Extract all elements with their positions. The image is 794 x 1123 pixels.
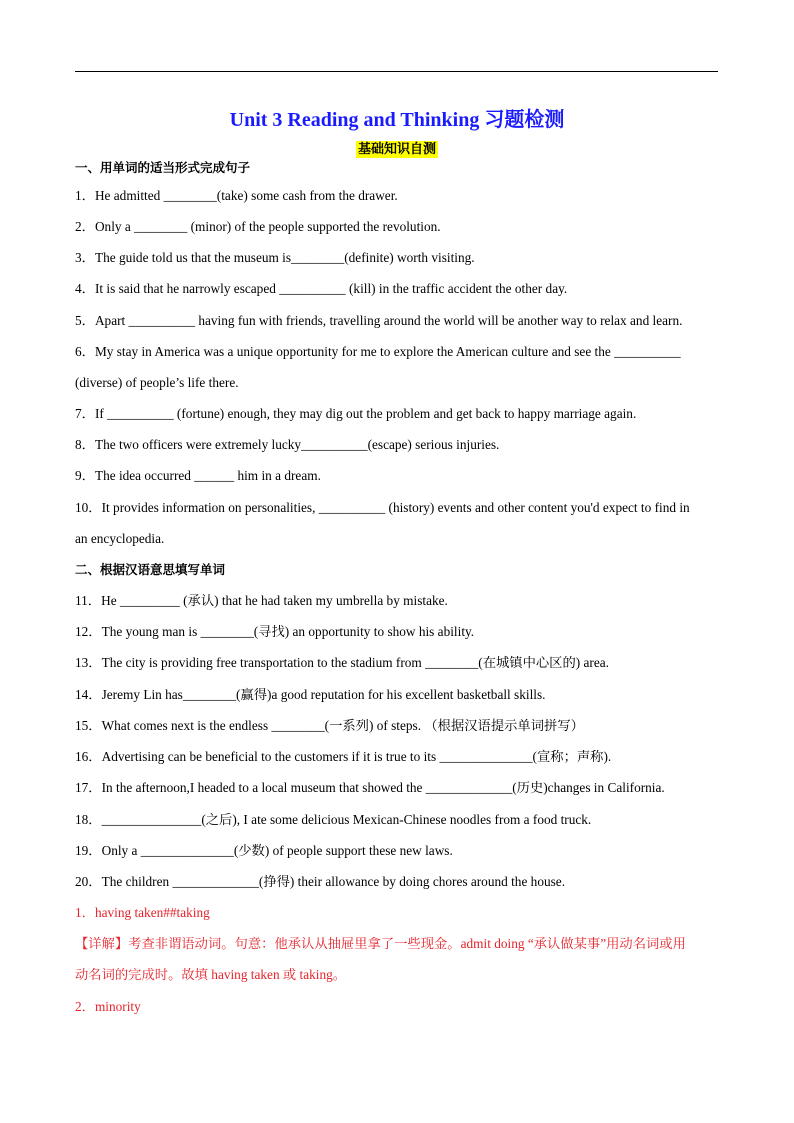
question-8: 8．The two officers were extremely lucky__________(escape) serious injuries. <box>75 437 500 452</box>
question-3: 3．The guide told us that the museum is________(definite) worth visiting. <box>75 250 475 265</box>
header-rule <box>75 71 718 72</box>
question-14: 14．Jeremy Lin has________(赢得)a good reputation for his excellent basketball skills. <box>75 687 546 702</box>
question-15: 15．What comes next is the endless ________(一系列) of steps. （根据汉语提示单词拼写） <box>75 718 584 733</box>
question-12: 12．The young man is ________(寻找) an opportunity to show his ability. <box>75 624 475 639</box>
question-5: 5．Apart __________ having fun with friends, travelling around the world will be another way to relax and learn. <box>75 313 683 328</box>
question-20: 20．The children _____________(挣得) their allowance by doing chores around the house. <box>75 874 566 889</box>
question-1: 1．He admitted ________(take) some cash from the drawer. <box>75 188 398 203</box>
question-10: 10．It provides information on personalities, __________ (history) events and other content you'd expect to find in <box>75 500 690 515</box>
question-19: 19．Only a ______________(少数) of people support these new laws. <box>75 843 453 858</box>
question-13: 13．The city is providing free transportation to the stadium from ________(在城镇中心区的) area. <box>75 655 609 670</box>
answer-1-explanation: 【详解】考查非谓语动词。句意：他承认从抽屉里拿了一些现金。admit doing “承认做某事”用动名词或用 <box>75 936 686 951</box>
answer-1-explanation-continued: 动名词的完成时。故填 having taken 或 taking。 <box>75 967 347 982</box>
section-heading-1: 一、用单词的适当形式完成句子 <box>75 160 251 175</box>
answer-2: 2．minority <box>75 999 141 1014</box>
question-10-continued: an encyclopedia. <box>75 531 165 546</box>
question-9: 9．The idea occurred ______ him in a dream. <box>75 468 321 483</box>
question-4: 4．It is said that he narrowly escaped __________ (kill) in the traffic accident the other day. <box>75 281 568 296</box>
question-7: 7．If __________ (fortune) enough, they may dig out the problem and get back to happy marriage again. <box>75 406 637 421</box>
question-6-continued: (diverse) of people’s life there. <box>75 375 239 390</box>
section-heading-2: 二、根据汉语意思填写单词 <box>75 562 226 577</box>
question-18: 18．_______________(之后), I ate some delicious Mexican-Chinese noodles from a food truck. <box>75 812 592 827</box>
question-16: 16．Advertising can be beneficial to the customers if it is true to its ______________(宣称；声称). <box>75 749 612 764</box>
question-11: 11．He _________ (承认) that he had taken my umbrella by mistake. <box>75 593 448 608</box>
question-6: 6．My stay in America was a unique opportunity for me to explore the American culture and see the __________ <box>75 344 681 359</box>
question-17: 17．In the afternoon,I headed to a local museum that showed the _____________(历史)changes in California. <box>75 780 665 795</box>
subtitle-highlight: 基础知识自测 <box>357 142 436 157</box>
question-2: 2．Only a ________ (minor) of the people supported the revolution. <box>75 219 441 234</box>
page-title: Unit 3 Reading and Thinking 习题检测 <box>229 109 565 131</box>
answer-1: 1．having taken##taking <box>75 905 210 920</box>
section-subtitle <box>0 138 794 158</box>
